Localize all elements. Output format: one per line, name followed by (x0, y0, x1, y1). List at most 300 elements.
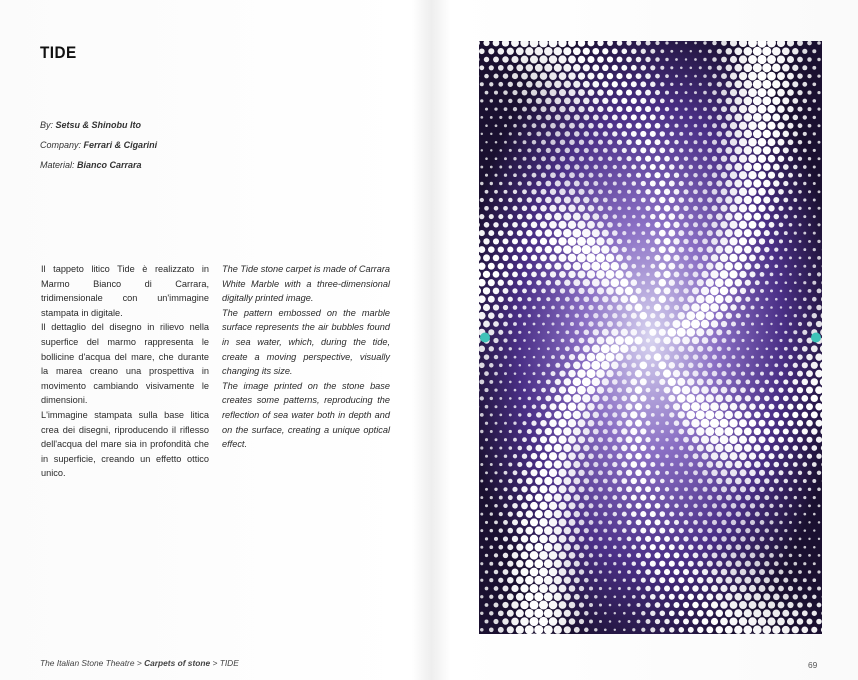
bubble-dot (694, 42, 697, 45)
bubble-dot (530, 535, 538, 543)
bubble-dot (721, 123, 727, 129)
bubble-dot (782, 47, 790, 55)
bubble-dot (813, 165, 816, 168)
credit-company-value: Ferrari & Cigarini (83, 140, 158, 150)
bubble-dot (617, 537, 621, 541)
bubble-dot (664, 287, 671, 294)
bubble-dot (725, 279, 733, 287)
bubble-dot (789, 487, 793, 491)
bubble-dot (517, 230, 523, 236)
bubble-dot (650, 313, 655, 318)
bubble-dot (798, 338, 803, 343)
bubble-dot (602, 65, 608, 71)
bubble-dot (698, 116, 702, 120)
bubble-dot (712, 189, 718, 195)
bubble-dot (579, 305, 584, 310)
bubble-dot (558, 469, 566, 477)
bubble-dot (517, 81, 523, 87)
bubble-dot (608, 570, 611, 573)
bubble-dot (579, 322, 584, 327)
bubble-dot (563, 444, 571, 452)
bubble-dot (708, 82, 712, 86)
bubble-dot (635, 453, 642, 460)
bubble-dot (507, 544, 513, 550)
bubble-dot (650, 446, 655, 451)
bubble-dot (645, 569, 651, 575)
bubble-dot (683, 585, 689, 591)
bubble-dot (617, 123, 623, 129)
bubble-dot (688, 544, 694, 550)
bubble-dot (499, 166, 502, 169)
bubble-dot (552, 323, 555, 326)
bubble-dot (584, 148, 589, 153)
bubble-dot (494, 372, 498, 376)
bubble-dot (726, 48, 733, 55)
bubble-dot (592, 279, 600, 287)
bubble-dot (641, 65, 647, 71)
bubble-dot (641, 561, 646, 566)
bubble-dot (707, 363, 712, 368)
bubble-dot (668, 263, 675, 270)
bubble-dot (541, 106, 547, 112)
bubble-dot (664, 354, 670, 360)
bubble-dot (564, 180, 570, 186)
bubble-dot (582, 394, 590, 402)
bubble-dot (577, 369, 586, 378)
bubble-dot (551, 371, 556, 376)
bubble-dot (587, 56, 594, 63)
bubble-dot (512, 536, 518, 542)
bubble-dot (617, 487, 622, 492)
bubble-dot (592, 81, 599, 88)
bubble-dot (669, 280, 675, 286)
bubble-dot (770, 356, 773, 359)
bubble-dot (503, 487, 507, 491)
bubble-dot (726, 312, 732, 318)
bubble-dot (573, 411, 581, 419)
bubble-dot (528, 348, 530, 350)
bubble-dot (513, 438, 517, 442)
bubble-dot (679, 165, 684, 170)
bubble-dot (612, 429, 617, 434)
bubble-dot (736, 363, 740, 367)
bubble-dot (592, 345, 600, 353)
bubble-dot (637, 620, 641, 624)
bubble-dot (488, 263, 495, 270)
bubble-dot (788, 371, 793, 376)
bubble-dot (768, 436, 774, 442)
bubble-dot (544, 526, 553, 535)
bubble-dot (697, 279, 704, 286)
bubble-dot (621, 412, 627, 418)
bubble-dot (607, 404, 612, 409)
bubble-dot (599, 570, 602, 573)
bubble-dot (705, 410, 714, 419)
bubble-dot (755, 280, 760, 285)
bubble-dot (692, 602, 698, 608)
bubble-dot (554, 197, 561, 204)
bubble-dot (483, 304, 490, 311)
bubble-dot (577, 403, 585, 411)
bubble-dot (697, 610, 704, 617)
bubble-dot (592, 213, 599, 220)
bubble-dot (584, 594, 589, 599)
bubble-dot (554, 213, 562, 221)
bubble-dot (813, 116, 816, 119)
bubble-dot (626, 123, 632, 129)
bubble-dot (779, 222, 784, 227)
bubble-dot (645, 172, 651, 178)
bubble-dot (744, 444, 752, 452)
bubble-dot (631, 98, 637, 104)
bubble-dot (797, 73, 803, 79)
bubble-dot (499, 364, 503, 368)
bubble-dot (626, 271, 633, 278)
bubble-dot (787, 618, 794, 625)
bubble-dot (507, 577, 514, 584)
bubble-dot (762, 97, 771, 106)
bubble-dot (739, 469, 746, 476)
bubble-dot (504, 372, 507, 375)
bubble-dot (806, 387, 813, 394)
bubble-dot (799, 257, 802, 260)
bubble-dot (783, 445, 789, 451)
bubble-dot (655, 139, 661, 145)
bubble-dot (756, 364, 759, 367)
bubble-dot (597, 221, 604, 228)
bubble-dot (753, 113, 762, 122)
bubble-dot (802, 65, 807, 70)
bubble-dot (808, 570, 811, 573)
bubble-dot (578, 205, 585, 212)
bubble-dot (789, 537, 792, 540)
bubble-dot (588, 173, 593, 178)
bubble-dot (628, 620, 631, 623)
bubble-dot (763, 146, 771, 154)
bubble-dot (659, 148, 665, 154)
bubble-dot (734, 229, 742, 237)
bubble-dot (485, 438, 488, 441)
bubble-dot (739, 617, 747, 625)
bubble-dot (774, 247, 778, 251)
bubble-dot (527, 132, 531, 136)
bubble-dot (584, 330, 590, 336)
bubble-dot (740, 288, 746, 294)
bubble-dot (622, 181, 626, 185)
bubble-dot (622, 495, 627, 500)
bubble-dot (641, 346, 646, 351)
bubble-dot (511, 601, 518, 608)
bubble-dot (584, 511, 589, 516)
bubble-dot (715, 444, 723, 452)
bubble-dot (583, 98, 590, 105)
bubble-dot (654, 255, 660, 261)
bubble-dot (739, 419, 747, 427)
bubble-dot (519, 364, 522, 367)
bubble-dot (806, 354, 812, 360)
bubble-dot (751, 322, 754, 325)
bubble-dot (765, 347, 768, 350)
bubble-dot (530, 486, 537, 493)
bubble-dot (684, 454, 689, 459)
bubble-dot (554, 576, 562, 584)
bubble-dot (650, 478, 656, 484)
bubble-dot (706, 444, 714, 452)
bubble-dot (503, 536, 508, 541)
bubble-dot (735, 495, 741, 501)
bubble-dot (559, 370, 565, 376)
bubble-dot (741, 371, 745, 375)
bubble-dot (544, 592, 553, 601)
bubble-dot (532, 289, 537, 294)
bubble-dot (646, 338, 650, 342)
bubble-dot (697, 263, 703, 269)
bubble-dot (730, 139, 737, 146)
bubble-dot (659, 263, 666, 270)
bubble-dot (734, 593, 742, 601)
bubble-dot (498, 82, 503, 87)
bubble-dot (711, 452, 719, 460)
bubble-dot (584, 495, 590, 501)
credit-company (40, 135, 157, 155)
bubble-dot (688, 214, 693, 219)
bubble-dot (559, 502, 567, 510)
bubble-dot (774, 264, 778, 268)
bubble-dot (531, 89, 537, 95)
bubble-dot (636, 603, 640, 607)
bubble-dot (683, 255, 688, 260)
bubble-dot (587, 353, 596, 362)
bubble-dot (767, 72, 776, 81)
bubble-dot (734, 411, 742, 419)
bubble-dot (749, 221, 757, 229)
bubble-dot (579, 619, 584, 624)
bubble-dot (568, 452, 576, 460)
bubble-dot (730, 204, 738, 212)
bubble-dot (597, 386, 604, 393)
bubble-dot (579, 338, 585, 344)
bubble-dot (632, 578, 636, 582)
bubble-dot (632, 215, 636, 219)
bubble-dot (670, 429, 674, 433)
bubble-dot (794, 232, 797, 235)
bubble-dot (750, 553, 756, 559)
bubble-dot (612, 81, 618, 87)
bubble-dot (683, 272, 688, 277)
bubble-dot (574, 114, 580, 120)
bubble-dot (484, 74, 489, 79)
bubble-dot (659, 279, 667, 287)
bubble-dot (793, 165, 798, 170)
bubble-dot (596, 369, 605, 378)
bubble-dot (748, 55, 757, 64)
bubble-dot (594, 612, 597, 615)
bubble-dot (579, 140, 584, 145)
bubble-dot (784, 314, 787, 317)
bubble-dot (517, 297, 522, 302)
bubble-dot (625, 287, 633, 295)
bubble-dot (746, 347, 749, 350)
bubble-dot (480, 99, 483, 102)
bubble-dot (660, 462, 664, 466)
bubble-dot (708, 49, 712, 53)
bubble-dot (782, 81, 789, 88)
bubble-dot (526, 510, 533, 517)
bubble-dot (645, 57, 650, 62)
bubble-dot (788, 173, 793, 178)
bubble-dot (584, 181, 590, 187)
bubble-dot (494, 570, 499, 575)
bubble-dot (611, 262, 620, 271)
bubble-dot (811, 362, 818, 369)
bubble-dot (518, 446, 523, 451)
bubble-dot (616, 353, 624, 361)
english-paragraph: The Tide stone carpet is made of Carrara White Marble with a three-dimensional digitally printed image. (222, 264, 390, 304)
bubble-dot (499, 446, 502, 449)
bubble-dot (670, 495, 674, 499)
bubble-dot (617, 453, 623, 459)
bubble-dot (523, 157, 527, 161)
bubble-dot (767, 55, 776, 64)
bubble-dot (668, 378, 676, 386)
bubble-dot (675, 91, 678, 94)
bubble-dot (753, 625, 762, 634)
bubble-dot (784, 265, 787, 268)
bubble-dot (534, 559, 543, 568)
bubble-dot (636, 73, 642, 79)
bubble-dot (764, 478, 770, 484)
bubble-dot (664, 140, 669, 145)
bubble-dot (808, 174, 811, 177)
bubble-dot (807, 321, 812, 326)
bubble-dot (693, 553, 699, 559)
bubble-dot (696, 394, 705, 403)
bubble-dot (730, 73, 737, 80)
bubble-dot (612, 65, 618, 71)
bubble-dot (489, 380, 493, 384)
bubble-dot (690, 50, 692, 52)
bubble-dot (545, 197, 552, 204)
bubble-dot (802, 445, 808, 451)
bubble-dot (635, 503, 641, 509)
bubble-dot (602, 48, 608, 54)
bubble-dot (541, 140, 546, 145)
bubble-dot (513, 173, 517, 177)
bubble-dot (565, 330, 569, 334)
bubble-dot (678, 346, 684, 352)
bubble-dot (607, 321, 613, 327)
bubble-dot (612, 412, 617, 417)
bubble-dot (762, 47, 771, 56)
bubble-dot (518, 165, 522, 169)
bubble-dot (606, 287, 614, 295)
bubble-dot (658, 361, 666, 369)
bubble-dot (689, 512, 694, 516)
bubble-dot (793, 181, 797, 185)
bubble-dot (784, 347, 788, 351)
bubble-dot (715, 312, 723, 320)
italian-text-column (41, 262, 209, 481)
bubble-dot (784, 363, 788, 367)
bubble-dot (789, 504, 792, 507)
bubble-dot (485, 620, 489, 624)
bubble-dot (640, 114, 646, 120)
bubble-dot (513, 305, 518, 310)
bubble-dot (627, 207, 631, 211)
bubble-dot (579, 602, 584, 607)
bubble-dot (750, 536, 755, 541)
bubble-dot (488, 230, 494, 236)
bubble-dot (617, 57, 623, 63)
bubble-dot (764, 495, 769, 500)
bubble-dot (768, 188, 775, 195)
bubble-dot (507, 561, 513, 567)
bubble-dot (549, 518, 557, 526)
bubble-dot (627, 570, 631, 574)
bubble-dot (558, 452, 566, 460)
bubble-dot (490, 479, 493, 482)
bubble-dot (552, 339, 555, 342)
bubble-dot (789, 306, 792, 309)
bubble-dot (485, 471, 488, 474)
bubble-dot (669, 297, 674, 302)
bubble-dot (593, 462, 598, 467)
bubble-dot (531, 255, 537, 261)
bubble-dot (802, 330, 807, 335)
bubble-dot (818, 157, 821, 160)
bubble-dot (536, 396, 541, 401)
bubble-dot (534, 592, 543, 601)
bubble-dot (594, 578, 598, 582)
bubble-dot (588, 288, 595, 295)
bubble-dot (488, 329, 494, 335)
bubble-dot (569, 535, 576, 542)
bubble-dot (792, 65, 798, 71)
bubble-dot (749, 271, 755, 277)
bubble-dot (696, 311, 705, 320)
bubble-dot (603, 479, 608, 484)
bubble-dot (696, 410, 705, 419)
bubble-dot (549, 254, 556, 261)
breadcrumb-separator: > (210, 658, 220, 668)
bubble-dot (749, 469, 756, 476)
bubble-dot (632, 181, 637, 186)
bubble-dot (693, 487, 697, 491)
bubble-dot (735, 561, 741, 567)
bubble-dot (573, 81, 580, 88)
bubble-dot (703, 503, 708, 508)
bubble-dot (531, 421, 536, 426)
bubble-dot (627, 587, 630, 590)
bubble-dot (650, 594, 656, 600)
bubble-dot (802, 379, 809, 386)
bubble-dot (565, 297, 570, 302)
bubble-dot (490, 496, 493, 499)
bubble-dot (684, 107, 687, 110)
bubble-dot (739, 122, 747, 130)
bubble-dot (509, 430, 512, 433)
bubble-dot (545, 263, 552, 270)
bubble-dot (763, 593, 770, 600)
bubble-dot (533, 356, 536, 359)
bubble-dot (688, 561, 694, 567)
bubble-dot (563, 494, 571, 502)
bubble-dot (612, 148, 617, 153)
bubble-dot (513, 124, 517, 128)
bubble-dot (512, 552, 519, 559)
bubble-dot (803, 198, 806, 201)
bubble-dot (598, 487, 603, 492)
